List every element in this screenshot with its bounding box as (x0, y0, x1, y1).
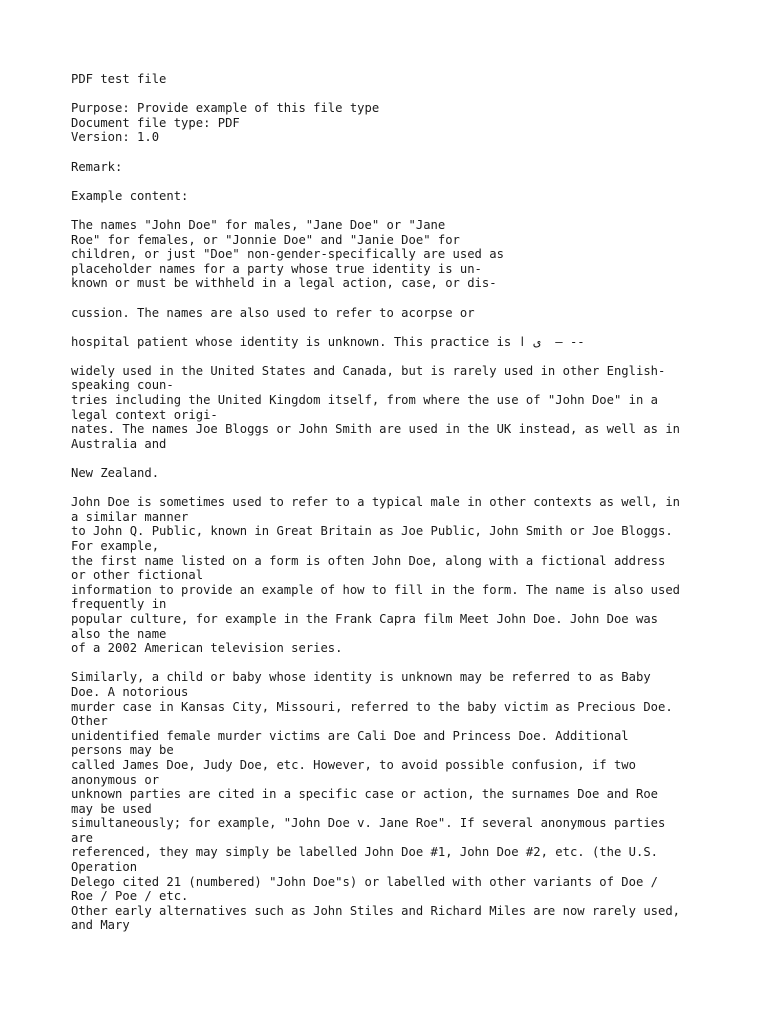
paragraph (71, 495, 711, 656)
text-line: Roe" for females, or "Jonnie Doe" and "Janie Doe" for (71, 232, 460, 247)
paragraph-gap (71, 174, 711, 189)
text-line: persons may be (71, 743, 174, 758)
text-line: the first name listed on a form is often John Doe, along with a fictional address (71, 553, 666, 568)
paragraph (71, 306, 711, 321)
text-line: cussion. The names are also used to refer to acorpse or (71, 305, 475, 320)
text-line: speaking coun- (71, 378, 174, 393)
text-line: or other fictional (71, 568, 204, 583)
text-line: Similarly, a child or baby whose identity is unknown may be referred to as Baby (71, 670, 651, 685)
text-line: For example, (71, 539, 160, 553)
text-line: Australia and (71, 436, 167, 451)
text-line: of a 2002 American television series. (71, 641, 343, 656)
text-line: Example content: (71, 188, 189, 203)
text-line: anonymous or (71, 772, 160, 787)
text-line: a similar manner (71, 509, 189, 524)
text-line: John Doe is sometimes used to refer to a typical male in other contexts as well, in (71, 495, 681, 510)
text-line: popular culture, for example in the Frank Capra film Meet John Doe. John Doe was (71, 611, 658, 626)
paragraph (71, 670, 711, 933)
text-line: Doe. A notorious (71, 684, 189, 699)
text-line: Other (71, 714, 108, 729)
text-line: to John Q. Public, known in Great Britain as Joe Public, John Smith or Joe Bloggs. (71, 524, 673, 539)
text-line: are (71, 830, 94, 845)
text-line: Purpose: Provide example of this file type (71, 101, 380, 116)
paragraph-gap (71, 203, 711, 218)
text-line: Delego cited 21 (numbered) "John Doe"s) or labelled with other variants of Doe / (71, 874, 658, 889)
document-page (71, 72, 711, 933)
text-line: widely used in the United States and Canada, but is rarely used in other English- (71, 363, 666, 378)
text-line: hospital patient whose identity is unknown. This practice is ى ا — -- (71, 334, 585, 349)
paragraph (71, 335, 711, 350)
text-line: placeholder names for a party whose true identity is un- (71, 261, 482, 276)
text-line: The names "John Doe" for males, "Jane Doe" or "Jane (71, 217, 446, 232)
text-line: may be used (71, 801, 152, 816)
text-line: known or must be withheld in a legal action, case, or dis- (71, 276, 497, 291)
text-line: Other early alternatives such as John Stiles and Richard Miles are now rarely used, (71, 903, 681, 918)
paragraph-gap (71, 656, 711, 671)
paragraph (71, 101, 711, 145)
text-line: Remark: (71, 159, 123, 174)
paragraph-gap (71, 451, 711, 466)
paragraph-gap (71, 481, 711, 496)
text-line: called James Doe, Judy Doe, etc. However, to avoid possible confusion, if two (71, 757, 636, 772)
text-line: referenced, they may simply be labelled John Doe #1, John Doe #2, etc. (the U.S. (71, 845, 658, 860)
text-line: simultaneously; for example, "John Doe v. Jane Roe". If several anonymous parties (71, 816, 666, 831)
text-line: Version: 1.0 (71, 130, 160, 145)
text-line: nates. The names Joe Bloggs or John Smith are used in the UK instead, as well as in (71, 422, 681, 437)
paragraph-gap (71, 291, 711, 306)
paragraph-gap (71, 145, 711, 160)
text-line: Document file type: PDF (71, 115, 240, 130)
text-line: information to provide an example of how to fill in the form. The name is also used (71, 582, 681, 597)
text-line: Operation (71, 860, 138, 875)
paragraph (71, 466, 711, 481)
text-line: legal context origi- (71, 407, 218, 422)
paragraph (71, 218, 711, 291)
text-line: New Zealand. (71, 466, 160, 481)
text-line: Roe / Poe / etc. (71, 889, 189, 904)
paragraph (71, 189, 711, 204)
text-line: unidentified female murder victims are Cali Doe and Princess Doe. Additional (71, 728, 629, 743)
text-line: unknown parties are cited in a specific case or action, the surnames Doe and Roe (71, 787, 658, 802)
paragraph-gap (71, 349, 711, 364)
text-line: frequently in (71, 597, 167, 612)
text-line: tries including the United Kingdom itself, from where the use of "John Doe" in a (71, 393, 658, 408)
text-line: children, or just "Doe" non-gender-specifically are used as (71, 247, 504, 262)
paragraph-gap (71, 320, 711, 335)
paragraph (71, 364, 711, 452)
text-line: PDF test file (71, 72, 167, 86)
text-line: also the name (71, 626, 167, 641)
text-line: and Mary (71, 918, 130, 933)
paragraph-gap (71, 87, 711, 102)
text-line: murder case in Kansas City, Missouri, referred to the baby victim as Precious Doe. (71, 699, 673, 714)
paragraph (71, 160, 711, 175)
paragraph (71, 72, 711, 87)
